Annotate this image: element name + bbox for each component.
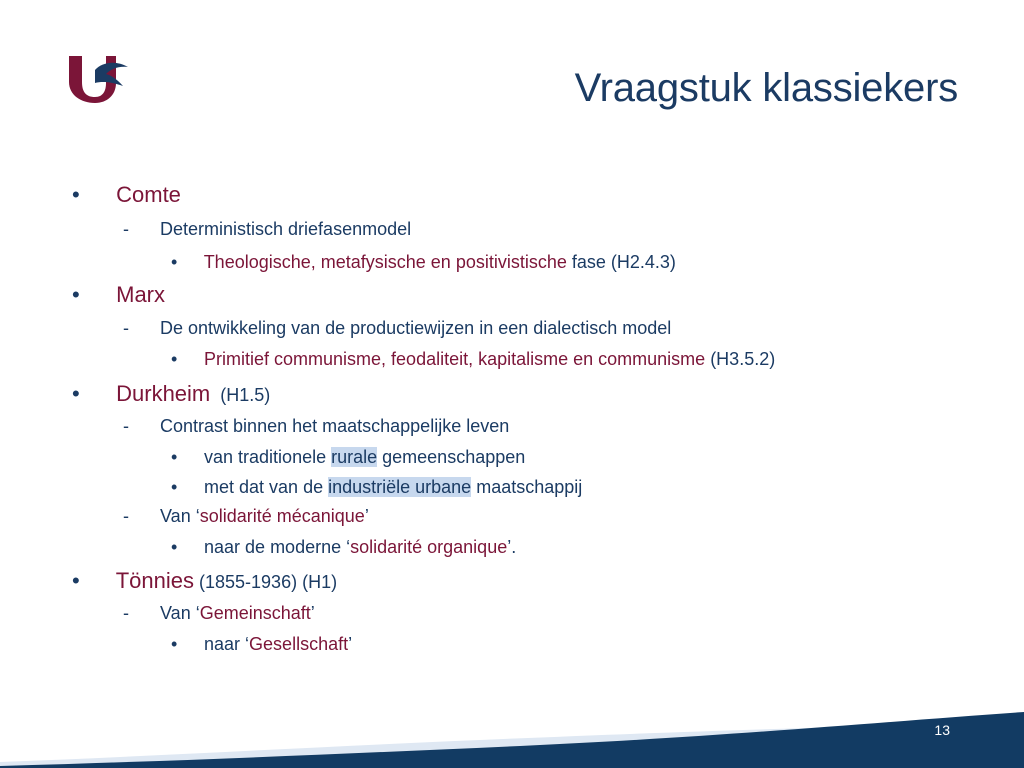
bullet-durkheim	[72, 381, 270, 407]
dash-marker: -	[123, 603, 129, 623]
bullet-marker: •	[72, 381, 80, 406]
bullet-marker: •	[72, 568, 80, 593]
heading-comte: Comte	[116, 182, 181, 207]
bullet-marker: •	[171, 349, 178, 369]
closing-quote-period: ’.	[507, 537, 517, 557]
highlight-rurale: rurale	[331, 447, 378, 467]
marx-stages-text: Primitief communisme, feodaliteit, kapitalisme en communisme	[204, 349, 706, 369]
marx-subitem-1	[171, 349, 775, 370]
durkheim-contrast-text: Contrast binnen het maatschappelijke leven	[160, 416, 510, 436]
comte-subitem-1	[171, 252, 676, 273]
page-number: 13	[934, 722, 950, 738]
bullet-comte	[72, 182, 181, 208]
bullet-marker: •	[72, 182, 80, 207]
durkheim-with-text: met dat van de	[204, 477, 329, 497]
closing-quote: ’	[348, 634, 353, 654]
marx-model-text: De ontwikkeling van de productiewijzen in een dialectisch model	[160, 318, 672, 338]
solidarite-mecanique-text: solidarité mécanique	[199, 506, 365, 526]
bullet-marker: •	[171, 537, 178, 557]
heading-durkheim: Durkheim	[116, 381, 211, 406]
comte-reference-text: fase (H2.4.3)	[566, 252, 676, 272]
marx-reference-text: (H3.5.2)	[705, 349, 776, 369]
bullet-marker: •	[171, 447, 178, 467]
solidarite-organique-text: solidarité organique	[350, 537, 508, 557]
comte-model-text: Deterministisch driefasenmodel	[160, 219, 412, 239]
tonnies-item-1	[123, 603, 315, 624]
durkheim-reference-text: (H1.5)	[210, 385, 271, 405]
highlight-industriele-urbane: industriële urbane	[328, 477, 472, 497]
durkheim-society-text: maatschappij	[471, 477, 583, 497]
bullet-tonnies	[72, 568, 337, 594]
dash-marker: -	[123, 219, 129, 239]
heading-tonnies: Tönnies	[115, 568, 194, 593]
tonnies-reference-text: (1855-1936) (H1)	[194, 572, 338, 592]
closing-quote: ’	[364, 506, 369, 526]
marx-item-1	[123, 318, 671, 339]
tonnies-naar-text: naar ‘	[204, 634, 250, 654]
durkheim-modern-text: naar de moderne ‘	[204, 537, 351, 557]
slide-title: Vraagstuk klassiekers	[574, 66, 958, 110]
dash-marker: -	[123, 506, 129, 526]
heading-marx: Marx	[116, 282, 166, 307]
institution-logo	[66, 52, 130, 104]
bullet-marker: •	[171, 252, 178, 272]
durkheim-subitem-1	[171, 447, 525, 468]
gesellschaft-text: Gesellschaft	[249, 634, 349, 654]
closing-quote: ’	[310, 603, 315, 623]
bullet-marker: •	[171, 477, 178, 497]
durkheim-item-2	[123, 506, 369, 527]
bullet-marx	[72, 282, 165, 308]
bullet-marker: •	[171, 634, 178, 654]
bullet-marker: •	[72, 282, 80, 307]
tonnies-van-text: Van ‘	[160, 603, 200, 623]
durkheim-item-1	[123, 416, 509, 437]
comte-phases-text: Theologische, metafysische en positivistische	[203, 252, 567, 272]
footer-wave	[0, 698, 1024, 768]
durkheim-subitem-2	[171, 477, 582, 498]
gemeinschaft-text: Gemeinschaft	[199, 603, 311, 623]
durkheim-van-text: Van ‘	[160, 506, 200, 526]
tonnies-subitem-1	[171, 634, 352, 655]
dash-marker: -	[123, 318, 129, 338]
durkheim-traditional-text: van traditionele	[204, 447, 332, 467]
dash-marker: -	[123, 416, 129, 436]
durkheim-communities-text: gemeenschappen	[377, 447, 526, 467]
durkheim-subitem-3	[171, 537, 516, 558]
comte-item-1	[123, 219, 411, 240]
